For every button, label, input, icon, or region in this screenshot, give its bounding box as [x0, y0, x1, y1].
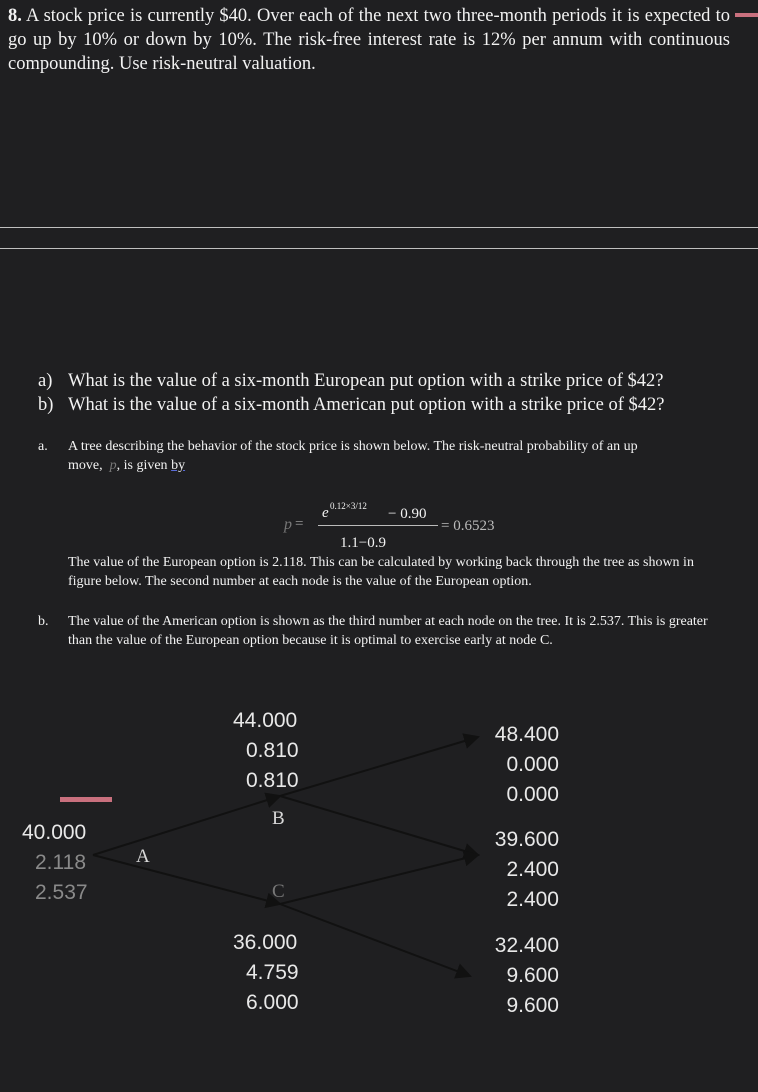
node-c-values: [233, 928, 299, 1018]
divider-bottom: [0, 248, 758, 249]
node-uu-values: [481, 720, 559, 810]
edge-b-uu: [280, 737, 478, 796]
node-b-european: 0.810: [246, 739, 299, 762]
node-a-stock-price: 40.000: [22, 821, 87, 844]
answer-label: b.: [38, 614, 49, 629]
node-b-label: B: [272, 808, 285, 829]
edge-a-b: [93, 796, 280, 855]
formula-p: p: [284, 516, 292, 533]
formula-equals: =: [295, 516, 304, 532]
node-b-values: [233, 706, 299, 796]
node-dd-values: [481, 931, 559, 1021]
node-uu-american: 0.000: [506, 783, 559, 806]
node-ud-values: [481, 825, 559, 915]
question-label: b): [38, 395, 54, 415]
p-variable: p: [109, 458, 117, 473]
node-b-stock-price: 44.000: [233, 709, 298, 732]
edge-b-ud: [280, 796, 478, 855]
answer-a-conclusion: The value of the European option is 2.118. This can be calculated by working back through the tree as shown in figure below. The second number at each node is the value of the European option.: [68, 555, 694, 589]
answer-a-given: , is given: [116, 458, 168, 473]
problem-statement: [8, 4, 730, 76]
node-c-european: 4.759: [246, 961, 299, 984]
node-dd-stock-price: 32.400: [494, 934, 559, 957]
node-c-label: C: [272, 881, 285, 902]
divider-top: [0, 227, 758, 228]
edge-c-dd: [280, 904, 470, 976]
node-a-european: 2.118: [35, 851, 86, 874]
formula-denominator: 1.1−0.9: [340, 535, 386, 551]
node-uu-stock-price: 48.400: [494, 723, 559, 746]
highlight-mark: [60, 797, 112, 802]
formula-exponent: 0.12×3/12: [330, 501, 367, 511]
node-ud-european: 2.400: [506, 858, 559, 881]
problem-number: 8.: [8, 6, 22, 26]
node-c-american: 6.000: [246, 991, 299, 1014]
node-dd-american: 9.600: [506, 994, 559, 1017]
node-uu-european: 0.000: [506, 753, 559, 776]
answer-a-line2: [68, 456, 733, 475]
node-dd-european: 9.600: [506, 964, 559, 987]
binomial-tree-lines: [0, 690, 758, 1030]
node-b-american: 0.810: [246, 769, 299, 792]
question-label: a): [38, 371, 53, 391]
by-link[interactable]: by: [171, 458, 186, 473]
node-a-american: 2.537: [35, 881, 88, 904]
node-ud-american: 2.400: [506, 888, 559, 911]
edge-a-c: [93, 855, 280, 904]
question-text: What is the value of a six-month American put option with a strike price of $42?: [68, 395, 665, 415]
question-text: What is the value of a six-month European put option with a strike price of $42?: [68, 371, 664, 391]
formula-numerator-tail: − 0.90: [388, 506, 427, 522]
formula-result: = 0.6523: [441, 518, 495, 534]
node-c-stock-price: 36.000: [233, 931, 298, 954]
edge-c-ud: [280, 855, 478, 904]
formula-e: e: [322, 505, 329, 521]
fraction-bar: [318, 525, 438, 526]
node-a-values: [22, 818, 88, 908]
problem-text: A stock price is currently $40. Over each of the next two three-month periods it is expected to go up by 10% or down by 10%. The risk-free interest rate is 12% per annum with continuous compounding. Use risk-neutral valuation.: [8, 6, 731, 74]
answer-a-line1: A tree describing the behavior of the stock price is shown below. The risk-neutral probability of an up: [68, 439, 638, 454]
answer-label: a.: [38, 439, 48, 454]
node-a-label: A: [136, 846, 150, 867]
highlight-mark: [735, 13, 758, 17]
answer-a-move: move,: [68, 458, 103, 473]
node-ud-stock-price: 39.600: [494, 828, 559, 851]
answer-b-text: The value of the American option is shown as the third number at each node on the tree. It is 2.537. This is greater than the value of the European option because it is optimal to exercise early at node C.: [68, 614, 708, 648]
